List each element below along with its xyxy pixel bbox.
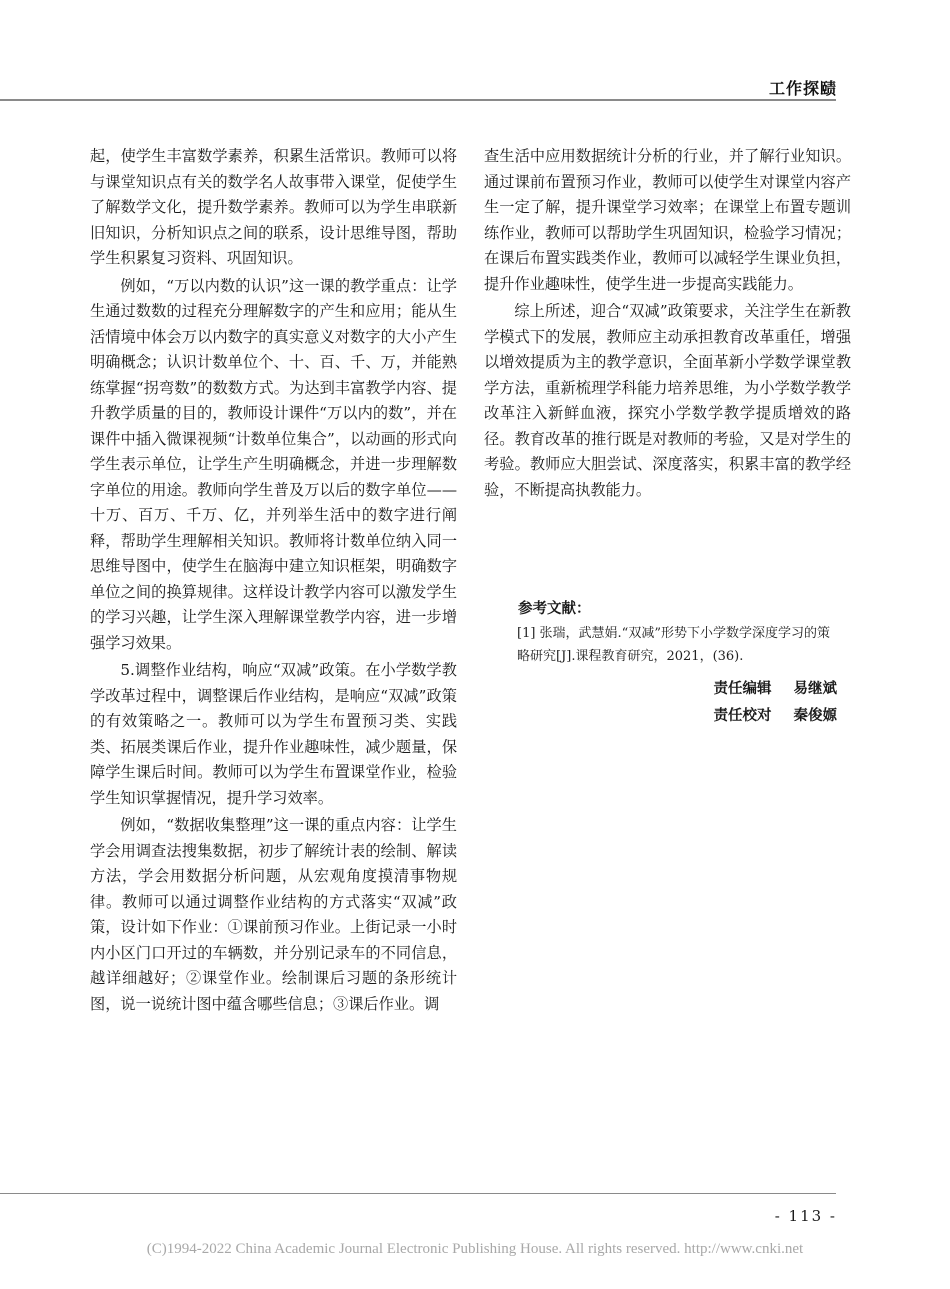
footer-rule [0, 1193, 836, 1194]
page-number: - 113 - [774, 1207, 837, 1225]
editor-name: 易继斌 [793, 681, 837, 697]
reference-item: [1] 张瑞，武慧娟.“双减”形势下小学数学深度学习的策略研究[J].课程教育研究，2021，(36). [517, 626, 830, 664]
proofreader-label: 责任校对 [713, 708, 772, 724]
paragraph: 起，使学生丰富数学素养，积累生活常识。教师可以将与课堂知识点有关的数学名人故事带入课堂，促使学生了解数学文化，提升数学素养。教师可以为学生串联新旧知识，分析知识点之间的联系，设计思维导图，帮助学生积累复习资料、巩固知识。 [90, 147, 457, 267]
editor-label: 责任编辑 [713, 681, 772, 697]
right-column [484, 144, 851, 505]
paragraph: 查生活中应用数据统计分析的行业，并了解行业知识。通过课前布置预习作业，教师可以使学生对课堂内容产生一定了解，提升课堂学习效率；在课堂上布置专题训练作业，教师可以帮助学生巩固知识，检验学习情况；在课后布置实践类作业，教师可以减轻学生课业负担，提升作业趣味性，使学生进一步提高实践能力。 [484, 147, 851, 293]
proofreader-name: 秦俊嫄 [793, 708, 837, 724]
proofreader-line [714, 703, 838, 730]
paragraph: 综上所述，迎合“双减”政策要求，关注学生在新教学模式下的发展，教师应主动承担教育改革重任，增强以增效提质为主的教学意识，全面革新小学数学课堂教学方法，重新梳理学科能力培养思维，为小学数学教学改革注入新鲜血液，探究小学数学教学提质增效的路径。教育改革的推行既是对教师的考验，又是对学生的考验。教师应大胆尝试、深度落实，积累丰富的教学经验，不断提高执教能力。 [484, 302, 851, 499]
paragraph: 例如，“万以内数的认识”这一课的教学重点：让学生通过数数的过程充分理解数字的产生和应用；能从生活情境中体会万以内数字的真实意义对数字的大小产生明确概念；认识计数单位个、十、百、千、万，并能熟练掌握“拐弯数”的数数方式。为达到丰富教学内容、提升教学质量的目的，教师设计课件“万以内的数”，并在课件中插入微课视频“计数单位集合”，以动画的形式向学生表示单位，让学生产生明确概念，并进一步理解数字单位的用途。教师向学生普及万以后的数字单位——十万、百万、千万、亿，并列举生活中的数字进行阐释，帮助学生理解相关知识。教师将计数单位纳入同一思维导图中，使学生在脑海中建立知识框架，明确数字单位之间的换算规律。这样设计教学内容可以激发学生的学习兴趣，让学生深入理解课堂教学内容，进一步增强学习效果。 [90, 276, 457, 652]
references-title: 参考文献： [518, 601, 591, 617]
header-rule [0, 99, 836, 101]
editor-credits [714, 676, 838, 730]
editor-line [714, 676, 838, 703]
copyright-notice: (C)1994-2022 China Academic Journal Electronic Publishing House. All rights reserved. http://www.cnki.net [146, 1241, 804, 1257]
paragraph: 例如，“数据收集整理”这一课的重点内容：让学生学会用调查法搜集数据，初步了解统计表的绘制、解读方法，学会用数据分析问题，从宏观角度摸清事物规律。教师可以通过调整作业结构的方式落实“双减”政策，设计如下作业：①课前预习作业。上街记录一小时内小区门口开过的车辆数，并分别记录车的不同信息，越详细越好；②课堂作业。绘制课后习题的条形统计图，说一说统计图中蕴含哪些信息；③课后作业。调 [90, 816, 457, 1013]
paragraph: 5.调整作业结构，响应“双减”政策。在小学数学教学改革过程中，调整课后作业结构，是响应“双减”政策的有效策略之一。教师可以为学生布置预习类、实践类、拓展类课后作业，提升作业趣味性，减少题量，保障学生课后时间。教师可以为学生布置课堂作业，检验学生知识掌握情况，提升学习效率。 [90, 661, 457, 807]
section-title: 工作探赜 [768, 79, 837, 98]
left-column [90, 144, 457, 1019]
references-list [517, 623, 837, 668]
